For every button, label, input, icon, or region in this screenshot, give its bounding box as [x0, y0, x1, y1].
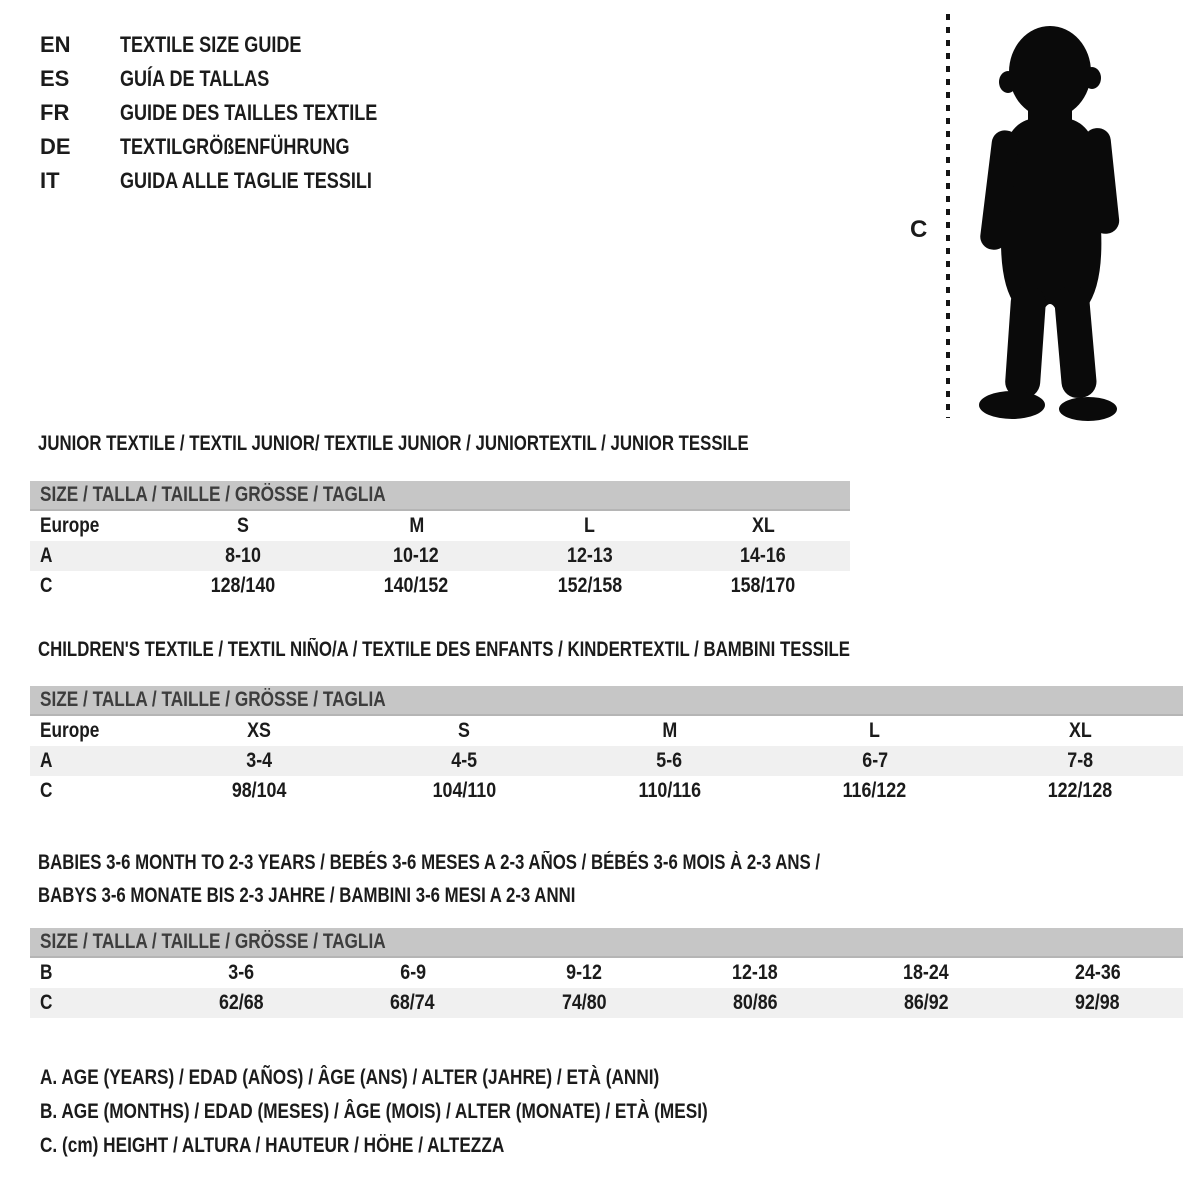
legend-height-cm — [40, 1134, 854, 1168]
age-cell: 6-7 — [861, 749, 888, 772]
height-cell: 68/74 — [390, 991, 436, 1014]
months-cell: 18-24 — [903, 961, 950, 984]
months-cell: 3-6 — [228, 961, 255, 984]
legend-age-months-text: B. AGE (MONTHS) / EDAD (MESES) / ÂGE (MOIS) / ALTER (MONATE) / ETÀ (MESI) — [40, 1100, 708, 1123]
size-cell: S — [236, 514, 249, 537]
months-cell: 9-12 — [566, 961, 602, 984]
babies-size-table — [30, 928, 1183, 1018]
language-header — [40, 28, 434, 198]
size-cell: XL — [1068, 719, 1092, 742]
age-cell: 8-10 — [224, 544, 261, 567]
language-title: TEXTILE SIZE GUIDE — [120, 32, 302, 57]
children-section-title — [38, 638, 1053, 662]
age-cell: 7-8 — [1067, 749, 1094, 772]
junior-size-table — [30, 481, 850, 601]
legend-height-cm-text: C. (cm) HEIGHT / ALTURA / HAUTEUR / HÖHE / ALTEZZA — [40, 1134, 505, 1157]
size-header-row — [30, 481, 850, 510]
height-cell: 140/152 — [383, 574, 449, 597]
height-cell: 152/158 — [557, 574, 623, 597]
age-cell: 10-12 — [393, 544, 440, 567]
language-title: GUIDE DES TAILLES TEXTILE — [120, 100, 378, 125]
height-cell: 92/98 — [1075, 991, 1120, 1014]
height-cell: 104/110 — [432, 779, 496, 802]
size-cell: XS — [246, 719, 271, 742]
table-row-height — [30, 571, 850, 601]
size-cell: M — [662, 719, 677, 742]
children-section-title-text: CHILDREN'S TEXTILE / TEXTIL NIÑO/A / TEXTILE DES ENFANTS / KINDERTEXTIL / BAMBINI TESSILE — [38, 638, 851, 661]
language-row-de — [40, 130, 434, 164]
legend — [40, 1066, 854, 1168]
children-size-table — [30, 686, 1183, 806]
table-row-age — [30, 746, 1183, 776]
table-row-height — [30, 776, 1183, 806]
legend-age-years-text: A. AGE (YEARS) / EDAD (AÑOS) / ÂGE (ANS) / ALTER (JAHRE) / ETÀ (ANNI) — [40, 1066, 660, 1089]
months-cell: 6-9 — [399, 961, 426, 984]
height-cell: 110/116 — [638, 779, 701, 802]
language-row-fr — [40, 96, 434, 130]
junior-section-title-text: JUNIOR TEXTILE / TEXTIL JUNIOR/ TEXTILE JUNIOR / JUNIORTEXTIL / JUNIOR TESSILE — [38, 432, 749, 455]
age-cell: 3-4 — [245, 749, 272, 772]
language-row-it — [40, 164, 434, 198]
babies-section-title-line2: BABYS 3-6 MONATE BIS 2-3 JAHRE / BAMBINI 3-6 MESI A 2-3 ANNI — [38, 884, 576, 907]
row-label: Europe — [40, 514, 100, 537]
height-cell: 62/68 — [219, 991, 264, 1014]
height-cell: 158/170 — [730, 574, 796, 597]
height-cell: 80/86 — [732, 991, 778, 1014]
months-cell: 24-36 — [1074, 961, 1121, 984]
row-label: A — [40, 749, 53, 772]
size-cell: L — [584, 514, 596, 537]
size-cell: L — [869, 719, 881, 742]
size-header-label: SIZE / TALLA / TAILLE / GRÖSSE / TAGLIA — [40, 688, 386, 711]
height-cell: 86/92 — [903, 991, 949, 1014]
junior-section-title — [38, 432, 926, 456]
size-header-label: SIZE / TALLA / TAILLE / GRÖSSE / TAGLIA — [40, 483, 386, 506]
babies-section-title — [38, 846, 1016, 912]
language-code: EN — [40, 32, 71, 57]
language-row-es — [40, 62, 434, 96]
language-title: TEXTILGRÖßENFÜHRUNG — [120, 134, 350, 159]
table-row-age — [30, 541, 850, 571]
row-label: C — [40, 574, 53, 597]
table-row-europe — [30, 715, 1183, 746]
height-measure-label: C — [910, 216, 928, 243]
language-row-en — [40, 28, 434, 62]
language-code: DE — [40, 134, 71, 159]
row-label: C — [40, 779, 53, 802]
table-row-height — [30, 988, 1183, 1018]
size-cell: M — [408, 514, 424, 537]
row-label: A — [40, 544, 53, 567]
table-row-months — [30, 957, 1183, 988]
row-label: C — [40, 991, 53, 1014]
age-cell: 5-6 — [656, 749, 683, 772]
language-code: ES — [40, 66, 70, 91]
babies-section-title-line1: BABIES 3-6 MONTH TO 2-3 YEARS / BEBÉS 3-6 MESES A 2-3 AÑOS / BÉBÉS 3-6 MOIS À 2-3 ANS / — [38, 851, 821, 874]
language-title: GUIDA ALLE TAGLIE TESSILI — [120, 168, 372, 193]
language-code: IT — [40, 168, 60, 193]
row-label: Europe — [40, 719, 100, 742]
age-cell: 4-5 — [451, 749, 477, 772]
age-cell: 14-16 — [740, 544, 787, 567]
height-cell: 98/104 — [231, 779, 286, 802]
size-header-row — [30, 686, 1183, 715]
toddler-silhouette-icon — [972, 14, 1142, 424]
legend-age-months — [40, 1100, 854, 1134]
language-title: GUÍA DE TALLAS — [120, 66, 270, 91]
height-cell: 74/80 — [561, 991, 607, 1014]
height-cell: 122/128 — [1048, 779, 1113, 802]
height-cell: 128/140 — [210, 574, 276, 597]
row-label: B — [40, 961, 53, 984]
age-cell: 12-13 — [566, 544, 613, 567]
months-cell: 12-18 — [732, 961, 778, 984]
language-code: FR — [40, 100, 70, 125]
size-header-label: SIZE / TALLA / TAILLE / GRÖSSE / TAGLIA — [40, 930, 386, 953]
height-cell: 116/122 — [843, 779, 907, 802]
size-cell: S — [458, 719, 471, 742]
size-header-row — [30, 928, 1183, 957]
table-row-europe — [30, 510, 850, 541]
height-dashed-line — [946, 14, 950, 418]
size-cell: XL — [751, 514, 775, 537]
legend-age-years — [40, 1066, 854, 1100]
